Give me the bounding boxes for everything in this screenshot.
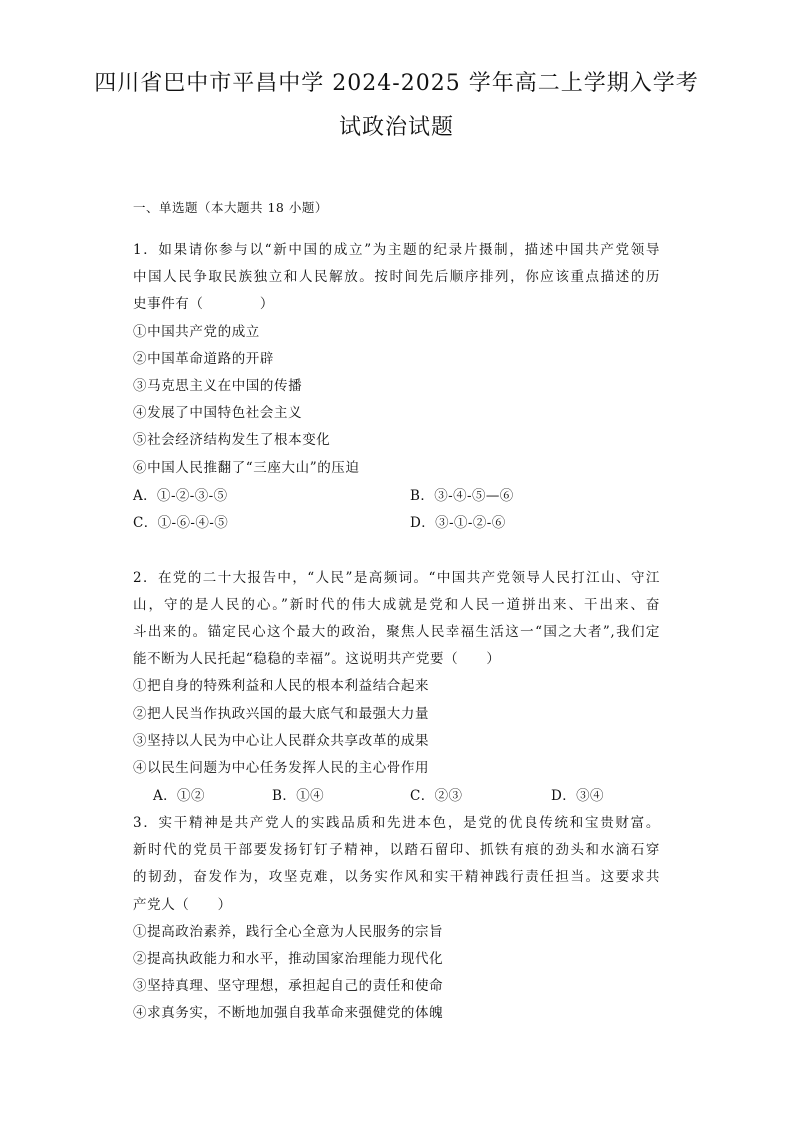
exam-title-line-2: 试政治试题	[338, 115, 454, 140]
q1-item-4: ④发展了中国特色社会主义	[133, 405, 303, 421]
q2-option-c[interactable]: C．②③	[410, 788, 463, 804]
q2-option-b[interactable]: B．①④	[272, 788, 325, 804]
q3-stem-line-1: 3．实干精神是共产党人的实践品质和先进本色，是党的优良传统和宝贵财富。	[133, 815, 660, 831]
q1-option-d[interactable]: D．③-①-②-⑥	[410, 515, 506, 531]
q2-stem-line-4: 能不断为人民托起“稳稳的幸福”。这说明共产党要（ ）	[133, 651, 501, 667]
q1-stem-line-1: 1．如果请你参与以“新中国的成立”为主题的纪录片摄制，描述中国共产党领导	[133, 242, 660, 258]
q1-option-b[interactable]: B．③-④-⑤—⑥	[410, 488, 514, 504]
q1-option-c[interactable]: C．①-⑥-④-⑤	[133, 515, 229, 531]
q2-option-a[interactable]: A．①②	[153, 788, 205, 804]
q1-item-6: ⑥中国人民推翻了“三座大山”的压迫	[133, 460, 360, 476]
q2-option-d[interactable]: D．③④	[551, 788, 604, 804]
q3-item-4: ④求真务实，不断地加强自我革命来强健党的体魄	[133, 1005, 444, 1021]
q3-stem-line-4: 产党人（ ）	[133, 897, 232, 913]
q1-stem-line-3: 史事件有（ ）	[133, 296, 274, 312]
q2-stem-line-2: 山，守的是人民的心。”新时代的伟大成就是党和人民一道拼出来、干出来、奋	[133, 597, 660, 613]
q2-item-2: ②把人民当作执政兴国的最大底气和最强大力量	[133, 706, 430, 722]
q1-item-1: ①中国共产党的成立	[133, 324, 260, 340]
q1-stem-line-2: 中国人民争取民族独立和人民解放。按时间先后顺序排列，你应该重点描述的历	[133, 269, 660, 285]
q3-item-3: ③坚持真理、坚守理想，承担起自己的责任和使命	[133, 978, 444, 994]
q3-stem-line-2: 新时代的党员干部要发扬钉钉子精神，以踏石留印、抓铁有痕的劲头和水滴石穿	[133, 842, 660, 858]
q2-item-1: ①把自身的特殊利益和人民的根本利益结合起来	[133, 678, 430, 694]
q2-stem-line-1: 2．在党的二十大报告中，“人民”是高频词。“中国共产党领导人民打江山、守江	[133, 570, 660, 586]
q2-item-3: ③坚持以人民为中心让人民群众共享改革的成果	[133, 733, 430, 749]
exam-title-line-1: 四川省巴中市平昌中学 2024-2025 学年高二上学期入学考	[94, 71, 699, 96]
q3-item-2: ②提高执政能力和水平，推动国家治理能力现代化	[133, 951, 444, 967]
q3-stem-line-3: 的韧劲，奋发作为，攻坚克难，以务实作风和实干精神践行责任担当。这要求共	[133, 869, 660, 885]
q1-item-5: ⑤社会经济结构发生了根本变化	[133, 432, 331, 448]
q2-stem-line-3: 斗出来的。锚定民心这个最大的政治，聚焦人民幸福生活这一“国之大者”,我们定	[133, 624, 660, 640]
q2-item-4: ④以民生问题为中心任务发挥人民的主心骨作用	[133, 760, 430, 776]
q3-item-1: ①提高政治素养，践行全心全意为人民服务的宗旨	[133, 924, 444, 940]
q1-option-a[interactable]: A．①-②-③-⑤	[133, 488, 228, 504]
q1-item-2: ②中国革命道路的开辟	[133, 351, 274, 367]
section-heading: 一、单选题（本大题共 18 小题）	[133, 200, 328, 215]
q1-item-3: ③马克思主义在中国的传播	[133, 378, 303, 394]
